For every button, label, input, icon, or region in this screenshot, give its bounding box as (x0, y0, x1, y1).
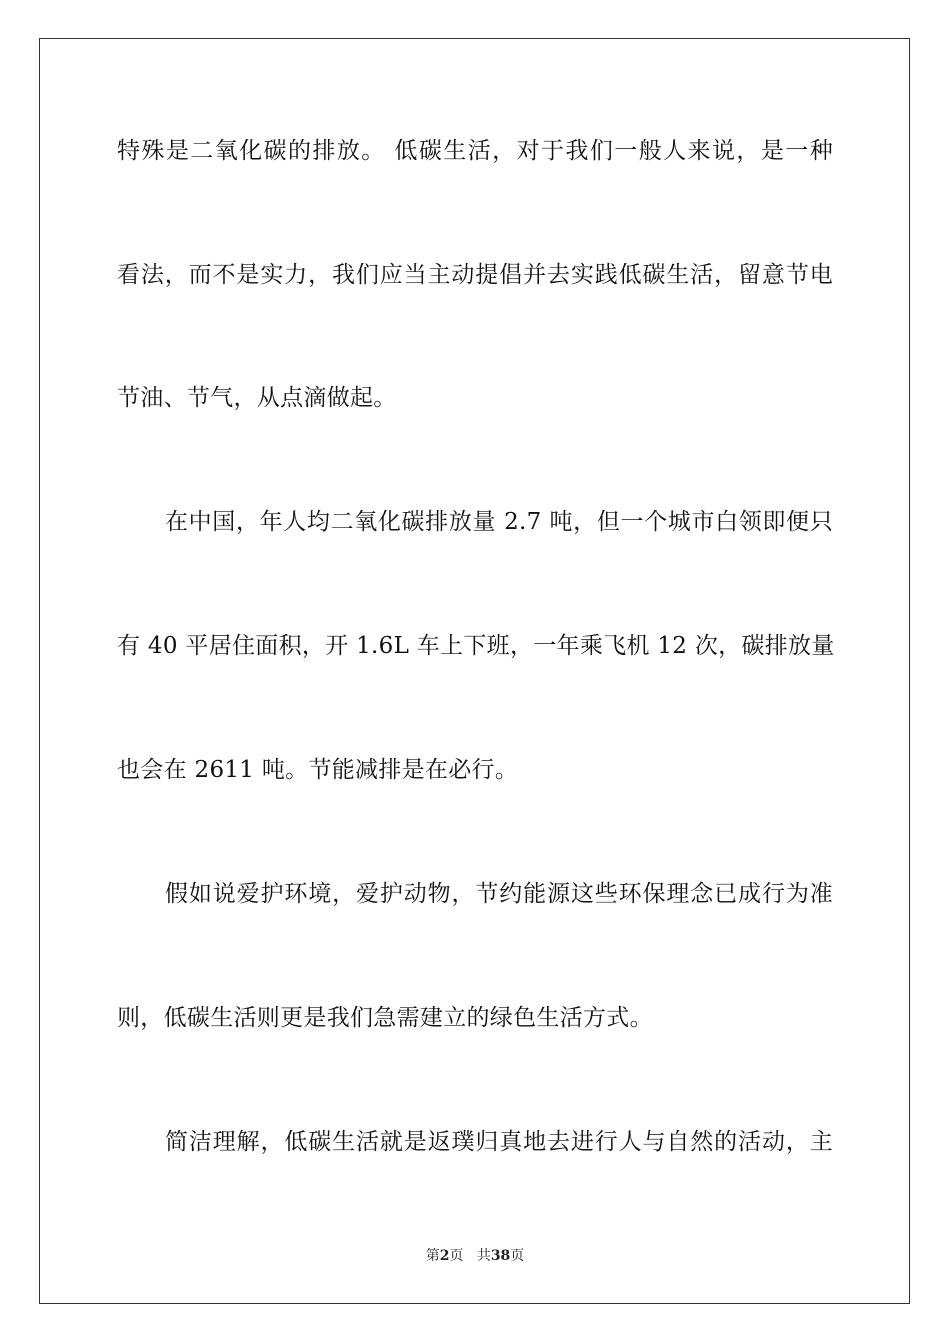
page-suffix: 页 (449, 1248, 464, 1264)
paragraph-line-1: 特殊是二氧化碳的排放。 低碳生活，对于我们一般人来说，是一种 (117, 138, 833, 164)
page-number: 2 (439, 1248, 450, 1264)
paragraph-line-6: 也会在 2611 吨。节能减排是在必行。 (117, 757, 519, 783)
total-pages: 38 (490, 1248, 511, 1264)
paragraph-line-3: 节油、节气，从点滴做起。 (117, 385, 397, 411)
total-suffix: 页 (510, 1248, 525, 1264)
paragraph-line-2: 看法，而不是实力，我们应当主动提倡并去实践低碳生活，留意节电 (117, 262, 833, 288)
page-frame (39, 38, 910, 1304)
page-footer (0, 1247, 950, 1265)
paragraph-line-8: 则，低碳生活则更是我们急需建立的绿色生活方式。 (117, 1005, 653, 1031)
paragraph-line-5: 有 40 平居住面积，开 1.6L 车上下班，一年乘飞机 12 次，碳排放量 (117, 633, 835, 659)
paragraph-line-4: 在中国，年人均二氧化碳排放量 2.7 吨，但一个城市白领即便只 (165, 509, 833, 535)
paragraph-line-7: 假如说爱护环境，爱护动物，节约能源这些环保理念已成行为准 (165, 881, 833, 907)
paragraph-line-9: 简洁理解，低碳生活就是返璞归真地去进行人与自然的活动，主 (165, 1129, 833, 1155)
total-prefix: 共 (476, 1248, 491, 1264)
page-prefix: 第 (425, 1248, 440, 1264)
